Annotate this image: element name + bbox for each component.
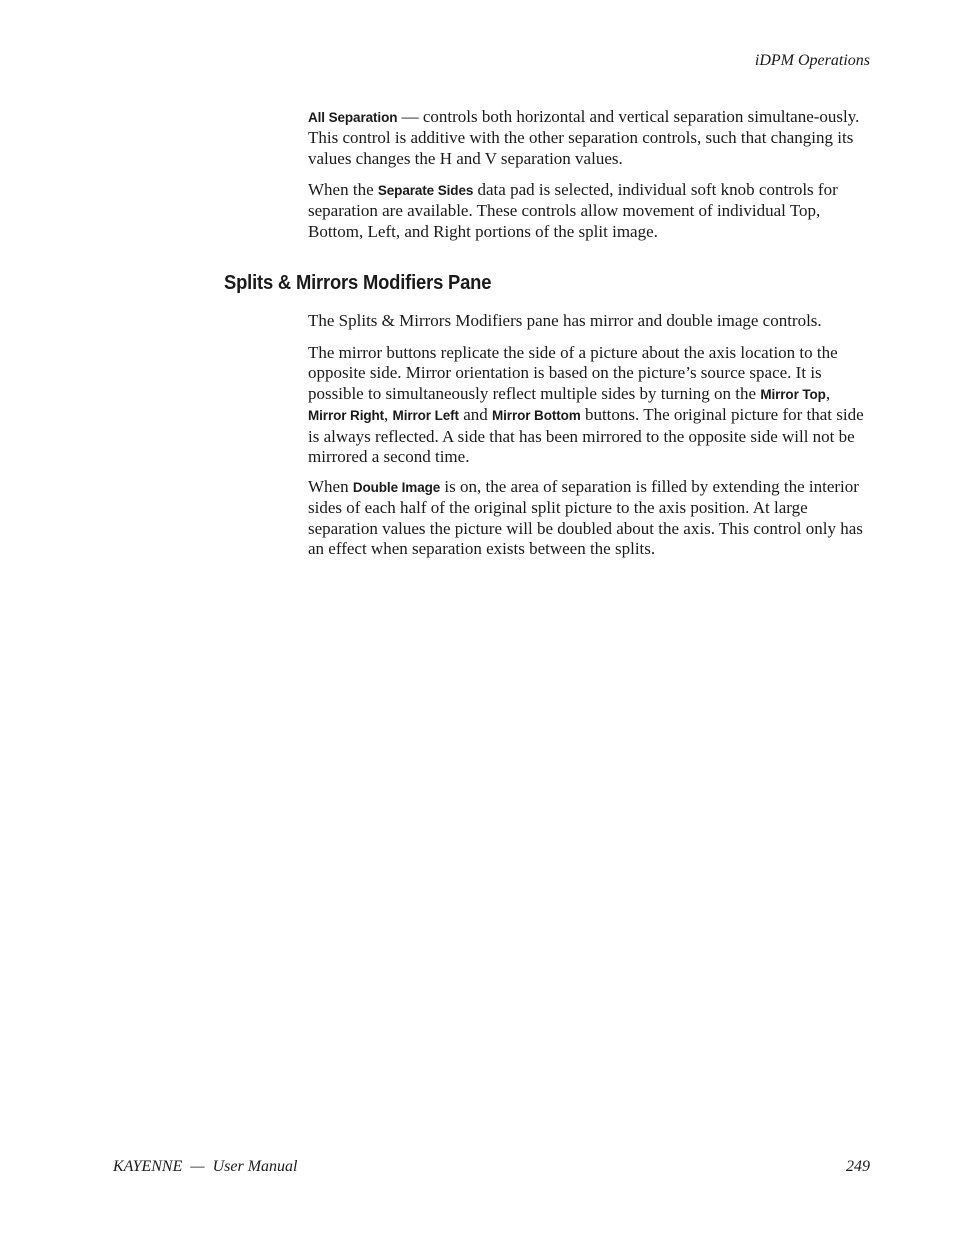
running-header: iDPM Operations: [754, 52, 870, 69]
mirror-buttons-paragraph: [308, 343, 870, 467]
separate-sides-term: Separate Sides: [377, 183, 474, 198]
section-heading: Splits & Mirrors Modifiers Pane: [224, 272, 492, 294]
double-image-text: is on, the area of separation is filled by extending the interior sides of each half of the original split picture to the axis position. At large separation values the picture will be doubled about the axis. This control only has an effect when separation exists between the splits.: [308, 477, 863, 559]
all-separation-term: All Separation: [308, 110, 398, 125]
pane-intro-paragraph: [308, 311, 870, 331]
mirror-sep-2: ,: [384, 405, 393, 425]
double-image-paragraph: [308, 477, 870, 560]
mirror-text-2: buttons. The original picture for that side is always reflected. A side that has been mirrored to the opposite side will not be mirrored a second time.: [308, 405, 864, 467]
mirror-text-1: The mirror buttons replicate the side of a picture about the axis location to the opposite side. Mirror orientation is based on the picture’s source space. It is possible to simultaneously reflect multiple sides by turning on the: [308, 343, 838, 403]
mirror-left-term: Mirror Left: [392, 408, 459, 424]
separate-sides-paragraph: [308, 180, 870, 242]
mirror-sep-1: ,: [825, 383, 831, 403]
double-image-intro: When: [308, 477, 353, 496]
pane-intro-text: The Splits & Mirrors Modifiers pane has mirror and double image controls.: [308, 311, 822, 330]
mirror-bottom-term: Mirror Bottom: [492, 408, 581, 424]
double-image-term: Double Image: [352, 480, 441, 495]
separate-sides-intro: When the: [308, 180, 378, 199]
mirror-top-term: Mirror Top: [760, 386, 826, 402]
mirror-sep-3: and: [458, 405, 492, 425]
all-separation-paragraph: [308, 107, 870, 169]
page-number: 249: [846, 1158, 870, 1175]
footer-manual-title: KAYENNE — User Manual: [113, 1158, 298, 1175]
separate-sides-text: data pad is selected, individual soft knob controls for separation are available. These controls allow movement of individual Top, Bottom, Left, and Right portions of the split image.: [308, 180, 838, 241]
mirror-right-term: Mirror Right: [308, 408, 385, 424]
all-separation-text: — controls both horizontal and vertical separation simultane-ously. This control is additive with the other separation controls, such that changing its values changes the H and V separation values.: [308, 107, 860, 168]
